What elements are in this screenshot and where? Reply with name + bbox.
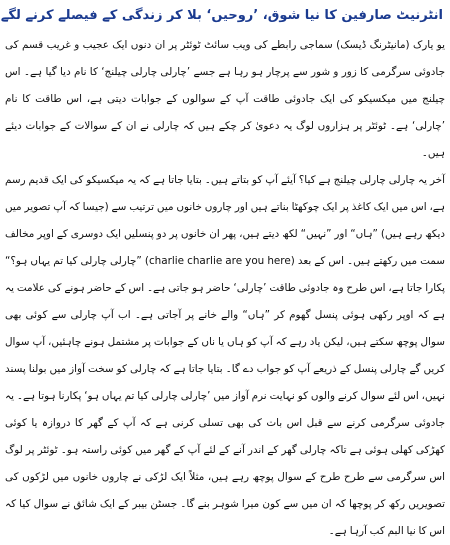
- article-headline: انٹرنیٹ صارفین کا نیا شوق، ’روحیں‘ بلا کر زندگی کے فیصلے کرنے لگے: [0, 8, 443, 23]
- article-paragraph-2: آخر یہ چارلی چارلی چیلنج ہے کیا؟ آیئے آپ کو بتاتے ہیں۔ بتایا جاتا ہے کہ یہ میکسیکو کی ایک قدیم رسم ہے، اس میں ایک کاغذ پر ایک چوکھٹا بناتے ہیں اور چاروں خانوں میں ترتیب سے (جیسا کہ آپ تصویر میں دیکھ رہے ہیں) ”ہاں“ اور ”نہیں“ لکھ دیتے ہیں، پھر ان خانوں پر دو پنسلیں ایک دوسری کے اوپر مخالف سمت میں رکھتے ہیں۔ اس کے بعد (charlie charlie are you here) ”چارلی چارلی کیا تم یہاں ہو؟“ پکارا جاتا ہے، اس طرح وہ جادوئی طاقت ’چارلی‘ حاضر ہو جاتی ہے۔ اس کے حاضر ہونے کی علامت یہ ہے کہ اوپر رکھی ہوئی پنسل گھوم کر ”ہاں“ والے خانے پر آجاتی ہے۔ اب آپ چارلی سے کوئی بھی سوال پوچھ سکتے ہیں، لیکن یاد رہے کہ آپ کو ہاں یا ناں کے جوابات پر مشتمل ہونے چاہئیں، آپ سوال کریں گے چارلی پنسل کے ذریعے آپ کو جواب دے گا۔ بتایا جاتا ہے کہ چارلی کو سخت آواز میں بولنا پسند نہیں، اس لئے سوال کرنے والوں کو نہایت نرم آواز میں ’چارلی چارلی کیا تم یہاں ہو‘ پکارنا ہوتا ہے۔ یہ جادوئی سرگرمی کرنے سے قبل اس بات کی بھی تسلی کرنی ہے کہ آپ کے گھر کا دروازہ یا کوئی کھڑکی کھلی ہوئی ہے تاکہ چارلی گھر کے اندر آنے کے لئے آپ کے گھر میں کوئی راستہ ہو۔ ٹوئٹر پر لوگ اس سرگرمی سے طرح طرح کے سوال پوچھ رہے ہیں، مثلاً ایک لڑکی نے چاروں خانوں میں لڑکوں کی تصویریں رکھ کر پوچھا کہ ان میں سے کون میرا شوہر بنے گا۔ جسٹن بیبر کے ایک شائق نے سوال کیا کہ اس کا نیا البم کب آرہا ہے۔: [5, 174, 445, 537]
- article-paragraph-1: یو یارک (مانیٹرنگ ڈیسک) سماجی رابطے کی ویب سائٹ ٹوئٹر پر ان دنوں ایک عجیب و غریب قسم کی جادوئی سرگرمی کا زور و شور سے پرچار ہو رہا ہے جسے ’چارلی چارلی چیلنج‘ کا نام دیا گیا ہے۔ اس چیلنج میں میکسیکو کی ایک جادوئی طاقت آپ کے سوالوں کے جوابات دیتی ہے، اس طاقت کا نام ’چارلی‘ ہے۔ ٹوئٹر پر ہزاروں لوگ یہ دعویٰ کر چکے ہیں کہ چارلی نے ان کے سوالات کے جوابات دیئے ہیں۔: [5, 39, 445, 159]
